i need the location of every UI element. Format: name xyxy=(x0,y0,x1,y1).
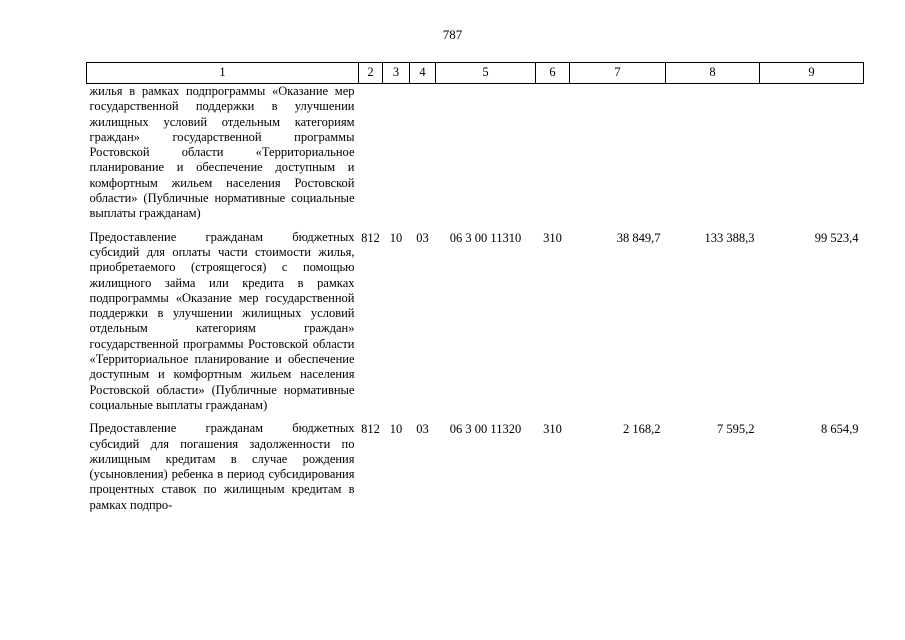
cell-target-article: 06 3 00 11320 xyxy=(449,422,522,437)
table-row xyxy=(87,413,864,513)
cell-amount-2 xyxy=(666,84,760,222)
cell-amount-2: 133 388,3 xyxy=(704,230,755,245)
cell-section xyxy=(383,84,410,222)
cell-amount-3: 99 523,4 xyxy=(814,230,859,245)
column-header: 5 xyxy=(436,63,536,84)
cell-amount-1: 38 849,7 xyxy=(616,230,661,245)
column-header: 3 xyxy=(383,63,410,84)
column-header: 2 xyxy=(359,63,383,84)
cell-section: 10 xyxy=(389,230,403,245)
column-header: 4 xyxy=(410,63,436,84)
column-header: 1 xyxy=(87,63,359,84)
cell-amount-3: 8 654,9 xyxy=(821,422,859,437)
cell-section: 10 xyxy=(389,422,403,437)
column-header: 9 xyxy=(760,63,864,84)
header-row xyxy=(87,63,864,84)
cell-target-article: 06 3 00 11310 xyxy=(449,230,522,245)
cell-target-article xyxy=(436,84,536,222)
table-row xyxy=(87,222,864,414)
column-header: 8 xyxy=(666,63,760,84)
cell-admin-code: 812 xyxy=(361,422,380,437)
cell-amount-2: 7 595,2 xyxy=(717,422,755,437)
row-description: жилья в рамках подпрограммы «Оказание мер государственной поддержки в улучшении жилищных условий отдельным категориям граждан» государственной программы Ростовской области «Территориальное планирование и обеспечение доступным и комфортным жильем населения Ростовской области» (Публичные нормативные социальные выплаты гражданам) xyxy=(89,84,355,221)
cell-subsection: 03 xyxy=(416,422,429,437)
row-description: Предоставление гражданам бюджетных субсидий для оплаты части стоимости жилья, приобретаемого (строящегося) с помощью жилищного займа или кредита в рамках подпрограммы «Оказание мер государственной поддержки в улучшении жилищных условий отдельным категориям граждан» государственной программы Ростовской области «Территориальное планирование и обеспечение доступным и комфортным жильем населения Ростовской области» (Публичные нормативные социальные выплаты гражданам) xyxy=(89,229,355,412)
column-header: 7 xyxy=(570,63,666,84)
row-description: Предоставление гражданам бюджетных субсидий для погашения задолженности по жилищным кредитам в случае рождения (усыновления) ребенка в период субсидирования процентных ставок по жилищным кредитам в рамках подпро- xyxy=(89,421,355,512)
table-row xyxy=(87,84,864,222)
page-number: 787 xyxy=(442,27,463,42)
cell-subsection xyxy=(410,84,436,222)
cell-admin-code: 812 xyxy=(361,230,380,245)
cell-admin-code xyxy=(359,84,383,222)
cell-expense-type: 310 xyxy=(543,230,562,245)
column-header: 6 xyxy=(536,63,570,84)
cell-subsection: 03 xyxy=(416,230,429,245)
cell-expense-type: 310 xyxy=(543,422,562,437)
cell-amount-1 xyxy=(570,84,666,222)
cell-amount-1: 2 168,2 xyxy=(623,422,661,437)
cell-amount-3 xyxy=(760,84,864,222)
cell-expense-type xyxy=(536,84,570,222)
budget-table xyxy=(86,62,864,513)
